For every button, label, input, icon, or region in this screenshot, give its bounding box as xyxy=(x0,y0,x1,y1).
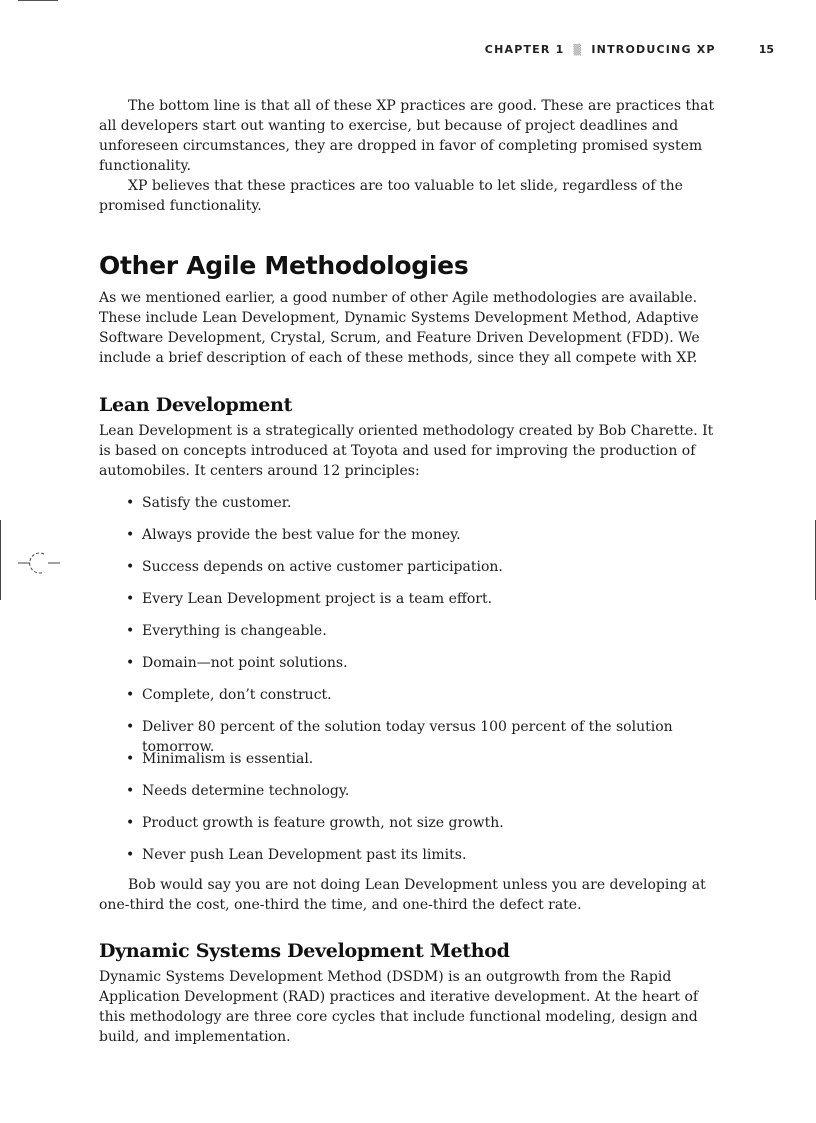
bullet: • xyxy=(126,623,135,639)
list-item-text: Product growth is feature growth, not size growth. xyxy=(142,815,504,831)
list-item xyxy=(126,685,719,705)
list-item xyxy=(126,749,719,769)
intro-paragraph-1: The bottom line is that all of these XP practices are good. These are practices that all developers start out wanting to exercise, but because of project deadlines and unforeseen circumstances, they are dropped in favor of completing promised system functionality. xyxy=(99,98,715,174)
list-item-text: Every Lean Development project is a team effort. xyxy=(142,591,493,607)
bullet: • xyxy=(126,847,135,863)
bullet: • xyxy=(126,655,135,671)
running-header xyxy=(100,43,774,56)
list-item xyxy=(126,781,719,801)
list-item-text: Satisfy the customer. xyxy=(142,495,292,511)
list-item-text: Complete, don’t construct. xyxy=(142,687,332,703)
list-item-text: Success depends on active customer participation. xyxy=(142,559,503,575)
bullet: • xyxy=(126,559,135,575)
bullet: • xyxy=(126,687,135,703)
list-item xyxy=(126,493,719,513)
crop-mark-top xyxy=(18,0,58,1)
list-item xyxy=(126,525,719,545)
header-separator: ▒ xyxy=(573,45,583,56)
list-item xyxy=(126,557,719,577)
intro-paragraph-2: XP believes that these practices are too valuable to let slide, regardless of the promised functionality. xyxy=(99,178,683,214)
list-item-text: Domain—not point solutions. xyxy=(142,655,348,671)
bullet: • xyxy=(126,591,135,607)
list-item xyxy=(126,589,719,609)
list-item xyxy=(126,813,719,833)
section-heading-other-agile: Other Agile Methodologies xyxy=(99,251,469,280)
list-item-text: Never push Lean Development past its limits. xyxy=(142,847,467,863)
list-item xyxy=(126,717,719,755)
list-item-text: Always provide the best value for the money. xyxy=(142,527,461,543)
dsdm-paragraph: Dynamic Systems Development Method (DSDM) is an outgrowth from the Rapid Application Development (RAD) practices and iterative development. At the heart of this methodology are three core cycles that include functional modeling, design and build, and implementation. xyxy=(99,969,699,1045)
list-item xyxy=(126,653,719,673)
list-item-text: Deliver 80 percent of the solution today versus 100 percent of the solution tomorrow. xyxy=(142,719,673,755)
subsection-heading-lean: Lean Development xyxy=(99,394,293,416)
list-item-text: Everything is changeable. xyxy=(142,623,327,639)
list-item xyxy=(126,845,719,865)
page-number: 15 xyxy=(758,43,774,56)
registration-mark-icon xyxy=(14,548,62,578)
chapter-label: CHAPTER 1 xyxy=(484,43,565,56)
list-item-text: Minimalism is essential. xyxy=(142,751,314,767)
chapter-title: INTRODUCING XP xyxy=(591,43,716,56)
lean-closing-paragraph: Bob would say you are not doing Lean Development unless you are developing at one-third the cost, one-third the time, and one-third the defect rate. xyxy=(99,877,706,913)
bullet: • xyxy=(126,495,135,511)
bullet: • xyxy=(126,527,135,543)
list-item-text: Needs determine technology. xyxy=(142,783,350,799)
bullet: • xyxy=(126,719,135,735)
bullet: • xyxy=(126,815,135,831)
subsection-heading-dsdm: Dynamic Systems Development Method xyxy=(99,940,510,962)
list-item xyxy=(126,621,719,641)
bullet: • xyxy=(126,783,135,799)
lean-intro-paragraph: Lean Development is a strategically oriented methodology created by Bob Charette. It is based on concepts introduced at Toyota and used for improving the production of automobiles. It centers around 12 principles: xyxy=(99,423,714,479)
page-body xyxy=(99,96,719,1047)
lean-principles-list xyxy=(99,493,719,865)
crop-mark-left xyxy=(0,520,1,600)
bullet: • xyxy=(126,751,135,767)
other-agile-paragraph: As we mentioned earlier, a good number of other Agile methodologies are available. These include Lean Development, Dynamic Systems Development Method, Adaptive Software Development, Crystal, Scrum, and Feature Driven Development (FDD). We include a brief description of each of these methods, since they all compete with XP. xyxy=(99,290,700,366)
